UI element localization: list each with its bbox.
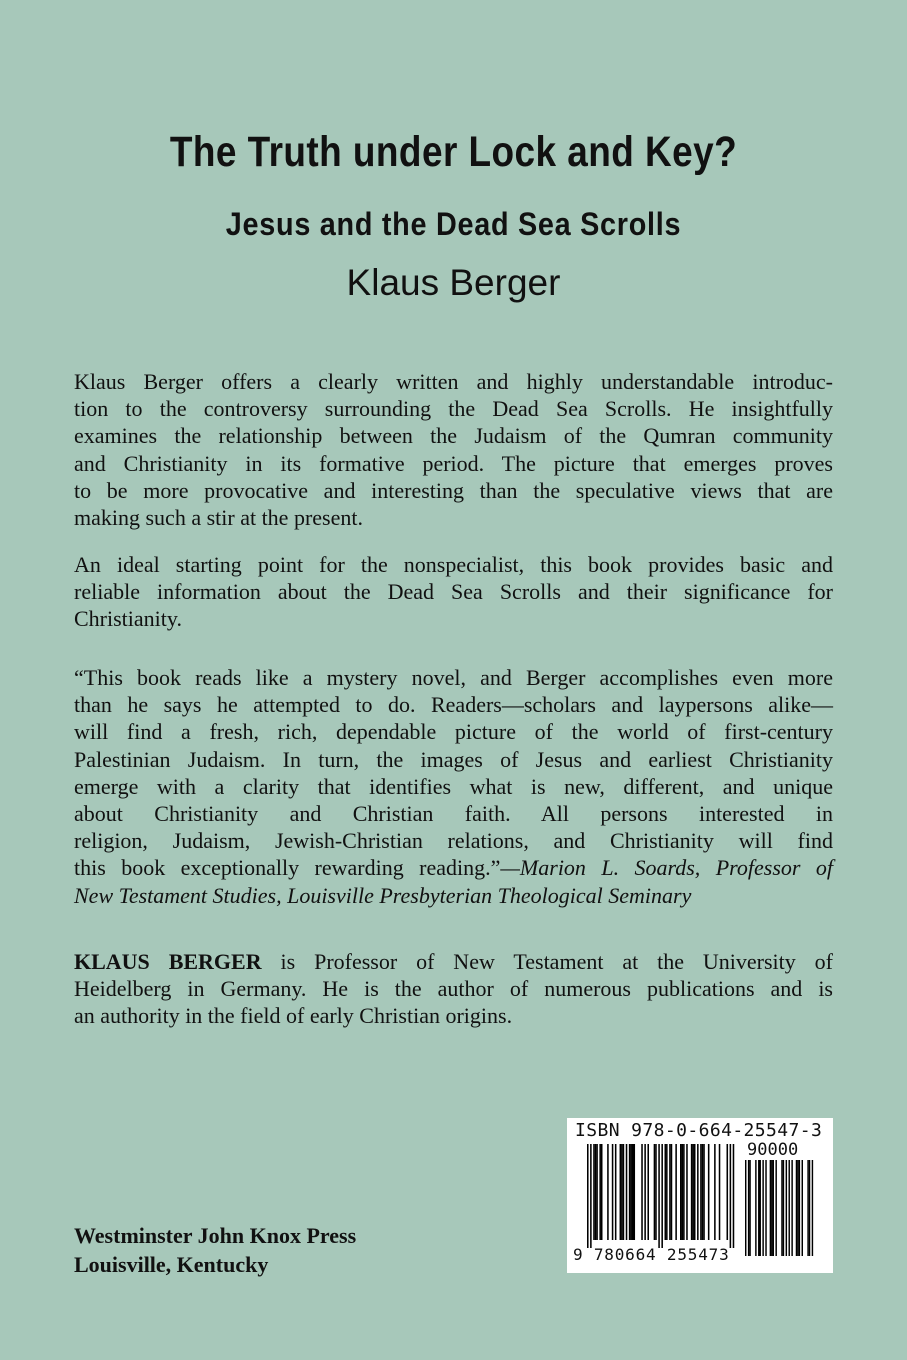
barcode-bar: [587, 1144, 589, 1248]
text-line: Heidelberg in Germany. He is the author of numerous publications and is: [74, 976, 833, 1002]
text-line: emerge with a clarity that identifies what is new, different, and unique: [74, 773, 833, 799]
text-line: and Christianity in its formative period. The picture that emerges proves: [74, 450, 833, 476]
barcode-bar: [641, 1144, 643, 1240]
addon-bar: [802, 1160, 803, 1256]
addon-bar: [799, 1160, 800, 1256]
ean-first-digit: 9: [573, 1245, 584, 1264]
barcode-bar: [607, 1144, 609, 1240]
quote-end: this book exceptionally rewarding reading.”: [74, 855, 501, 881]
barcode-bar: [599, 1144, 601, 1240]
barcode-bar: [700, 1144, 702, 1240]
addon-bar: [781, 1160, 782, 1256]
publisher-name: Westminster John Knox Press: [74, 1223, 357, 1248]
barcode-bar: [629, 1144, 631, 1240]
addon-bar: [809, 1160, 810, 1256]
isbn-text: ISBN 978-0-664-25547-3: [575, 1120, 823, 1141]
barcode-bar: [621, 1144, 623, 1240]
text-line: An ideal starting point for the nonspecialist, this book provides basic and: [74, 552, 833, 577]
barcode-bar: [630, 1144, 632, 1240]
addon-bar: [758, 1160, 759, 1256]
barcode-bar: [644, 1144, 646, 1240]
addon-bar: [771, 1160, 772, 1256]
addon-bar: [783, 1160, 784, 1256]
ean-left-digits: 780664: [593, 1245, 657, 1264]
text-line: Christianity.: [74, 606, 182, 632]
author-bio: [74, 948, 833, 1030]
quote-attribution-affiliation: New Testament Studies, Louisville Presbyterian Theological Seminary: [74, 882, 692, 908]
author-name: KLAUS BERGER: [74, 949, 262, 974]
barcode-bar: [665, 1144, 667, 1240]
barcode-bar: [686, 1144, 688, 1240]
barcode-bar: [601, 1144, 603, 1240]
barcode-bar: [612, 1144, 614, 1240]
barcode-bar: [658, 1144, 660, 1248]
barcode-bar: [719, 1144, 721, 1240]
addon-bar: [775, 1160, 776, 1256]
publisher-location: Louisville, Kentucky: [74, 1252, 269, 1277]
book-subtitle: Jesus and the Dead Sea Scrolls: [225, 206, 682, 242]
addon-bar: [797, 1160, 798, 1256]
text-line: examines the relationship between the Judaism of the Qumran community: [74, 423, 833, 449]
barcode-bar: [666, 1144, 668, 1240]
barcode-bar: [702, 1144, 704, 1240]
addon-bar: [748, 1160, 749, 1256]
text-line: Klaus Berger offers a clearly written and highly understandable introduc-: [74, 369, 833, 394]
addon-bar: [765, 1160, 766, 1256]
barcode-bar: [680, 1144, 682, 1240]
text-line: [74, 882, 833, 909]
barcode-bar: [595, 1144, 597, 1240]
addon-bar: [755, 1160, 756, 1256]
text-line: than he says he attempted to do. Readers—scholars and laypersons alike—: [74, 692, 833, 718]
text-line: will find a fresh, rich, dependable picture of the world of first-century: [74, 719, 833, 745]
barcode-bar: [620, 1144, 622, 1240]
text-line: [74, 948, 833, 975]
barcode-bar: [733, 1144, 735, 1248]
addon-bar: [773, 1160, 774, 1256]
barcode-bar: [669, 1144, 671, 1240]
barcode-bar: [691, 1144, 693, 1240]
description-paragraph-1: [74, 368, 833, 531]
text-line: about Christianity and Christian faith. All persons interested in: [74, 801, 833, 827]
endorsement-quote: [74, 664, 833, 909]
barcode-bar: [590, 1144, 592, 1248]
addon-bar: [789, 1160, 790, 1256]
barcode-bar: [708, 1144, 710, 1240]
text-line: [74, 854, 833, 881]
text-line: reliable information about the Dead Sea Scrolls and their significance for: [74, 579, 833, 605]
quote-attribution: —Marion L. Soards, Professor of: [500, 855, 833, 881]
barcode-bar: [647, 1144, 649, 1240]
text-line: to be more provocative and interesting than the speculative views that are: [74, 477, 833, 503]
addon-bar: [791, 1160, 792, 1256]
addon-bar: [812, 1160, 813, 1256]
barcode-bar: [692, 1144, 694, 1240]
text-line: making such a stir at the present.: [74, 505, 363, 531]
barcode-bar: [632, 1144, 634, 1240]
barcode-bar: [596, 1144, 598, 1240]
barcode-bar: [727, 1144, 729, 1240]
addon-bar: [745, 1160, 746, 1256]
barcode-bar: [714, 1144, 716, 1240]
barcode-bar: [615, 1144, 617, 1240]
publisher-block: [74, 1221, 356, 1279]
text-line: Palestinian Judaism. In turn, the images of Jesus and earliest Christianity: [74, 746, 833, 772]
barcode-bar: [655, 1144, 657, 1240]
addon-bar: [770, 1160, 771, 1256]
barcode-bar: [694, 1144, 696, 1240]
addon-bar: [749, 1160, 750, 1256]
addon-bar: [807, 1160, 808, 1256]
barcode-bar: [675, 1144, 677, 1240]
text-line: religion, Judaism, Jewish-Christian relations, and Christianity will find: [74, 828, 833, 854]
text-line: an authority in the field of early Christian origins.: [74, 1003, 513, 1029]
text-line: tion to the controversy surrounding the Dead Sea Scrolls. He insightfully: [74, 396, 833, 422]
barcode-bar: [623, 1144, 625, 1240]
barcode-bar: [682, 1144, 684, 1240]
barcode-bar: [730, 1144, 732, 1248]
barcode-bar: [661, 1144, 663, 1248]
barcode-bar: [697, 1144, 699, 1240]
barcode-bar: [654, 1144, 656, 1240]
text-line: “This book reads like a mystery novel, and Berger accomplishes even more: [74, 665, 833, 690]
barcode-bar: [593, 1144, 595, 1240]
ean-digits: [573, 1245, 730, 1264]
addon-bar: [796, 1160, 797, 1256]
barcode-bar: [671, 1144, 673, 1240]
barcode-bar: [703, 1144, 705, 1240]
bio-text: is Professor of New Testament at the University of: [261, 949, 833, 974]
description-paragraph-2: [74, 551, 833, 633]
barcode: [567, 1118, 833, 1273]
barcode-bar: [634, 1144, 636, 1240]
price-addon: 90000: [747, 1140, 799, 1160]
book-title: The Truth under Lock and Key?: [169, 128, 738, 176]
barcode-bar: [626, 1144, 628, 1240]
ean-right-digits: 255473: [666, 1245, 730, 1264]
addon-bar: [762, 1160, 763, 1256]
book-author: Klaus Berger: [346, 262, 561, 303]
barcode-bar: [683, 1144, 685, 1240]
addon-bar: [786, 1160, 787, 1256]
addon-bar: [760, 1160, 761, 1256]
